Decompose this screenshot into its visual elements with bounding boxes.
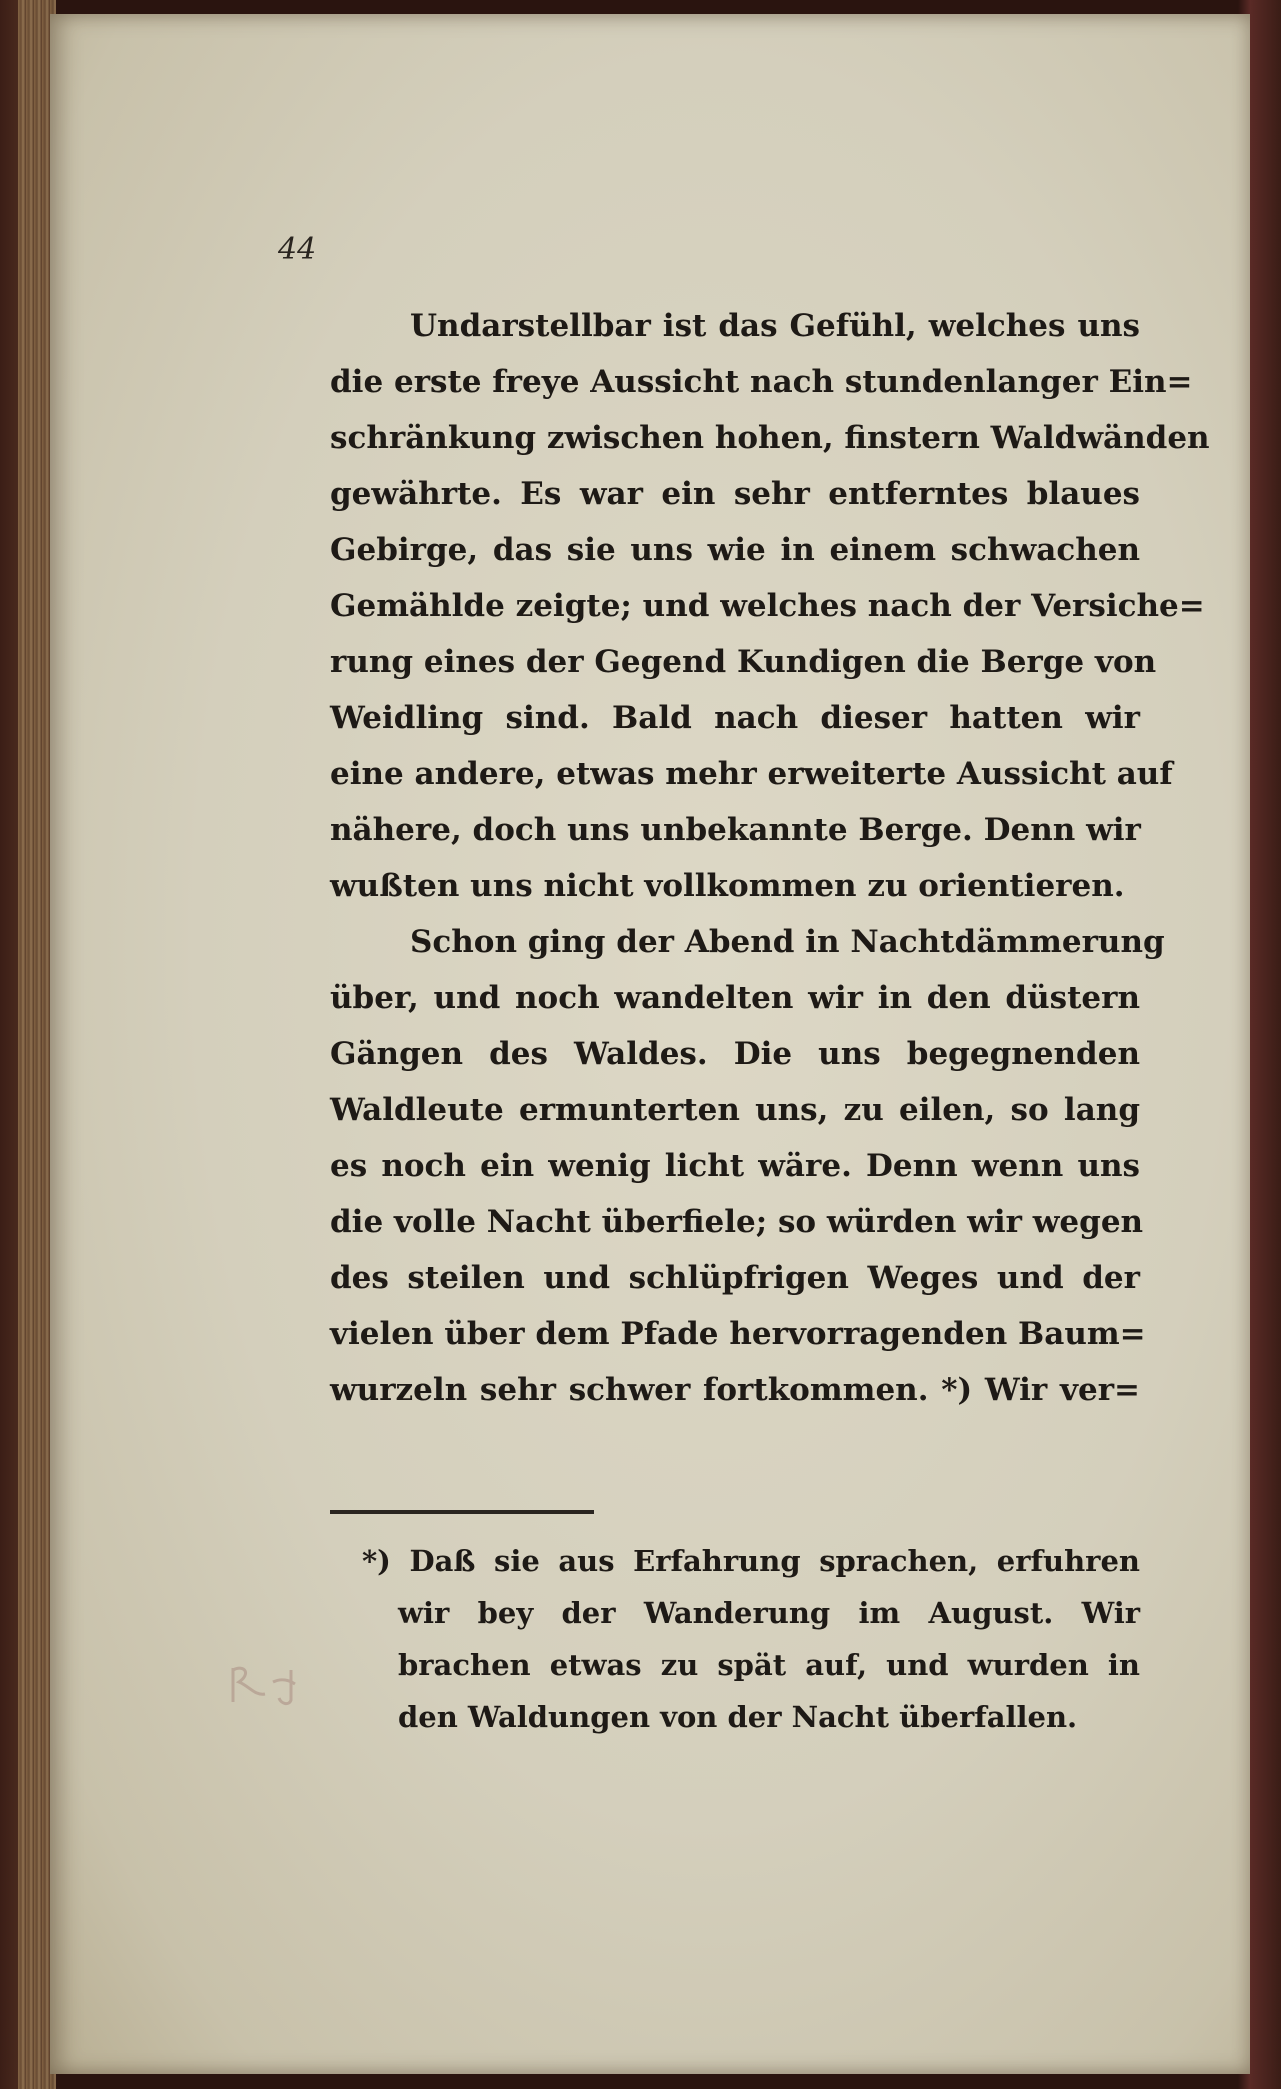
- footnote-line: wir bey der Wanderung im August. Wir: [398, 1596, 1140, 1630]
- page-number: 44: [278, 232, 317, 267]
- text-line: Gebirge, das sie uns wie in einem schwachen: [330, 532, 1140, 568]
- text-line: vielen über dem Pfade hervorragenden Baum=: [330, 1316, 1146, 1352]
- pencil-scribble-icon: [225, 1660, 315, 1710]
- text-line: Undarstellbar ist das Gefühl, welches uns: [410, 308, 1140, 344]
- footnote-line: den Waldungen von der Nacht überfallen.: [398, 1700, 1078, 1734]
- main-text: [330, 298, 1210, 1418]
- text-line: gewährte. Es war ein sehr entferntes blaues: [330, 476, 1140, 512]
- text-line: Schon ging der Abend in Nachtdämmerung: [410, 924, 1165, 960]
- text-line: nähere, doch uns unbekannte Berge. Denn wir: [330, 812, 1141, 848]
- text-line: rung eines der Gegend Kundigen die Berge von: [330, 644, 1157, 680]
- footnote-line: *) Daß sie aus Erfahrung sprachen, erfuhren: [362, 1544, 1140, 1578]
- text-line: Waldleute ermunterten uns, zu eilen, so lang: [330, 1092, 1140, 1128]
- text-line: es noch ein wenig licht wäre. Denn wenn uns: [330, 1148, 1140, 1184]
- text-line: die volle Nacht überfiele; so würden wir wegen: [330, 1204, 1144, 1240]
- text-line: Weidling sind. Bald nach dieser hatten wir: [330, 700, 1140, 736]
- text-line: über, und noch wandelten wir in den düstern: [330, 980, 1140, 1016]
- pencil-mark: [225, 1660, 315, 1721]
- text-line: Gemählde zeigte; und welches nach der Versiche=: [330, 588, 1205, 624]
- text-line: wußten uns nicht vollkommen zu orientieren.: [330, 868, 1125, 904]
- footnote-divider: [330, 1510, 594, 1514]
- footnote-line: brachen etwas zu spät auf, und wurden in: [398, 1648, 1140, 1682]
- text-line: schränkung zwischen hohen, finstern Waldwänden: [330, 420, 1210, 456]
- text-line: wurzeln sehr schwer fortkommen. *) Wir ver=: [330, 1372, 1140, 1408]
- text-line: eine andere, etwas mehr erweiterte Aussicht auf: [330, 756, 1173, 792]
- text-line: Gängen des Waldes. Die uns begegnenden: [330, 1036, 1140, 1072]
- text-line: des steilen und schlüpfrigen Weges und der: [330, 1260, 1140, 1296]
- footnote: [362, 1535, 1140, 1743]
- text-line: die erste freye Aussicht nach stundenlanger Ein=: [330, 364, 1193, 400]
